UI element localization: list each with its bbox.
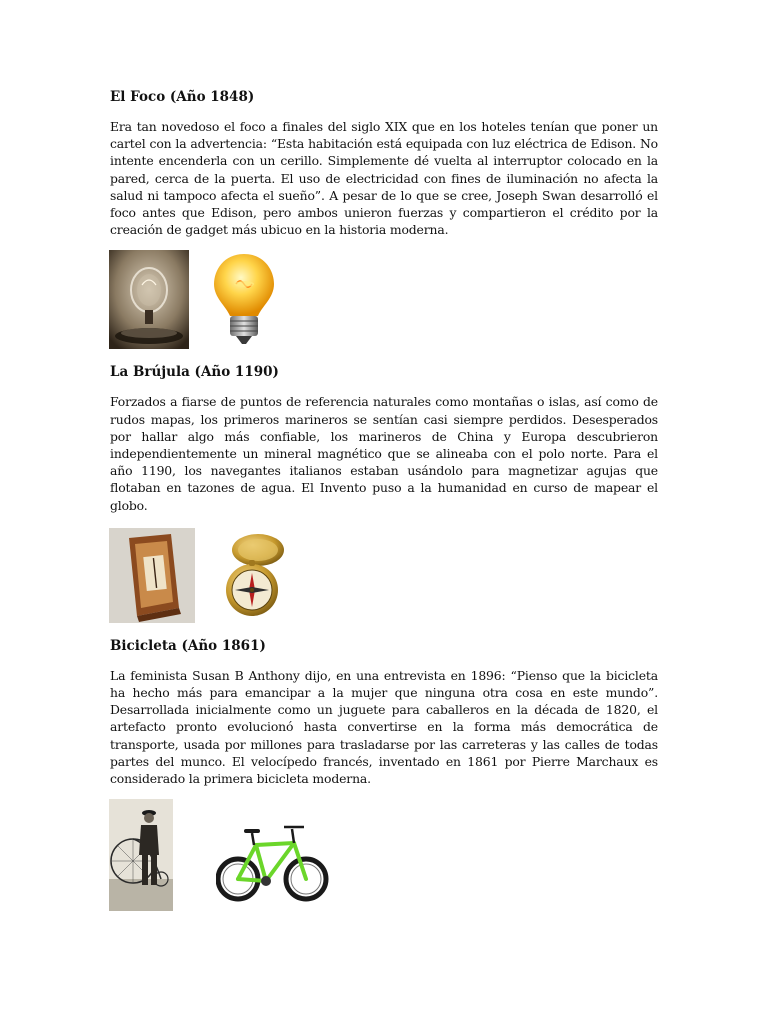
section-body-brujula: Forzados a fiarse de puntos de referencia naturales como montañas o islas, así como de rudos mapas, los primeros marineros se sentían casi siempre perdidos. Desesperados por hallar algo más confiable, los marineros de China y Europa descubrieron independientemente un mineral magnético que se alineaba con el polo norte. Para el año 1190, los navegantes italianos estaban usándolo para magnetizar agujas que flotaban en tazones de agua. El Invento puso a la humanidad en curso de mapear el globo. [110,394,658,513]
vintage-bulb-photo [109,250,189,349]
image-row-brujula [110,528,658,624]
section-title-bicicleta: Bicicleta (Año 1861) [110,637,266,654]
green-mountain-bike-image [216,821,332,911]
section-body-foco: Era tan novedoso el foco a finales del siglo XIX que en los hoteles tenían que poner un cartel con la advertencia: “Esta habitación está equipada con luz eléctrica de Edison. No intente encenderla con un cerillo. Simplemente dé vuelta al interruptor colocado en la pared, cerca de la puerta. El uso de electricidad con fines de iluminación no afecta la salud ni tampoco afecta el sueño”. A pesar de lo que se cree, Joseph Swan desarrolló el foco antes que Edison, pero ambos unieron fuerzas y compartieron el crédito por la creación de gadget más ubicuo en la historia moderna. [110,119,658,238]
section-title-foco: El Foco (Año 1848) [110,89,255,105]
penny-farthing-photo [109,799,173,911]
glowing-bulb-image [206,250,282,349]
document-page [110,84,658,911]
image-row-foco [110,250,658,350]
brass-compass-image [220,528,286,620]
image-row-bicicleta [110,799,658,911]
section-body-bicicleta: La feminista Susan B Anthony dijo, en una entrevista en 1896: “Pienso que la bicicleta ha hecho más para emancipar a la mujer que ninguna otra cosa en este mundo”. Desarrollada inicialmente como un juguete para caballeros en la década de 1820, el artefacto pronto evolucionó hasta convertirse en la forma más democrática de transporte, usada por millones para trasladarse por las carreteras y las calles de todas partes del munco. El velocípedo francés, inventado en 1861 por Pierre Marchaux es considerado la primera bicicleta moderna. [110,667,658,787]
sundial-compass-photo [109,528,195,623]
section-title-brujula: La Brújula (Año 1190) [110,364,279,381]
